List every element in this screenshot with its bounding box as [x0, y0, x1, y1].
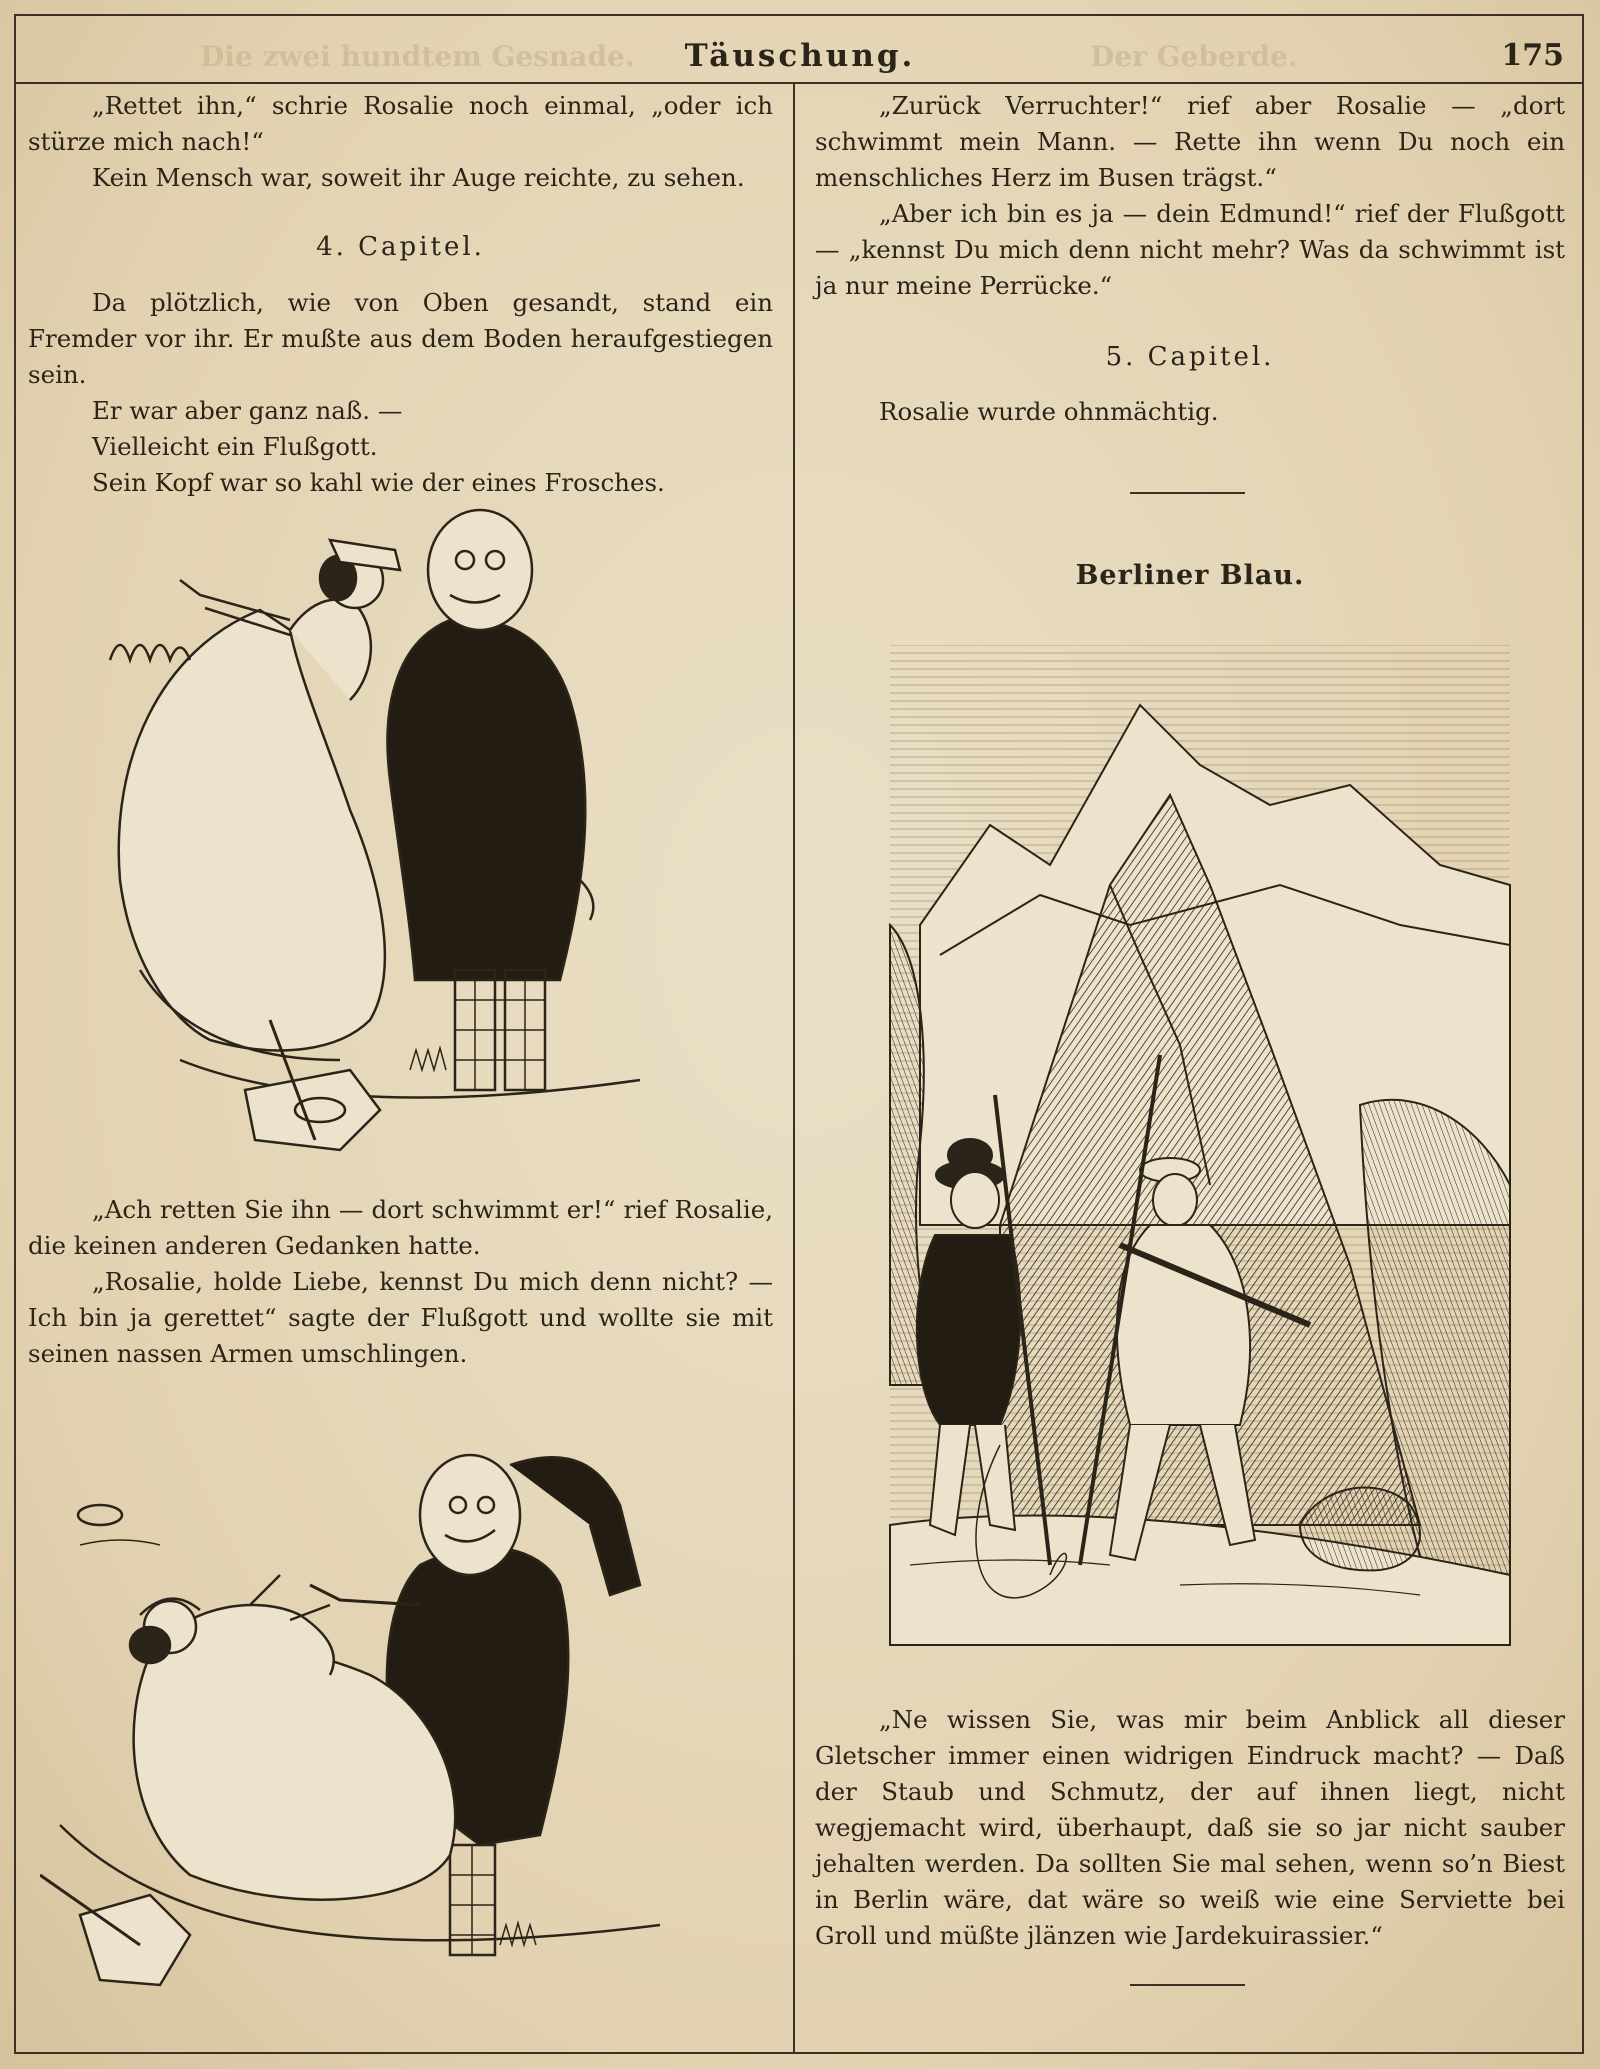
paragraph: Er war aber ganz naß. — — [92, 396, 403, 425]
paragraph: „Zurück Verruchter!“ rief aber Rosalie — „dort schwimmt mein Mann. — Rette ihn wenn Du noch ein menschliches Herz im Busen trägst.“ — [815, 91, 1565, 192]
illustration-bald-man-and-woman — [80, 500, 760, 1160]
paragraph: Kein Mensch war, soweit ihr Auge reichte, zu sehen. — [92, 163, 745, 192]
section-separator — [1130, 492, 1245, 494]
paragraph: „Rosalie, holde Liebe, kennst Du mich denn nicht? — Ich bin ja gerettet“ sagte der Flußgott und wollte sie mit seinen nassen Armen umschlingen. — [28, 1267, 773, 1368]
bleed-through-mid: Der Geberde. — [1090, 40, 1298, 73]
page-number: 175 — [1501, 38, 1564, 73]
paragraph: „Ne wissen Sie, was mir beim Anblick all dieser Gletscher immer einen widrigen Eindruck macht? — Daß der Staub und Schmutz, der auf ihnen liegt, nicht wegjemacht wird, überhaupt, daß sie so jar nicht sauber jehalten werden. Da sollten Sie mal sehen, wenn so’n Biest in Berlin wäre, dat wäre so weiß wie eine Serviette bei Groll und müßte jlänzen wie Jardekuirassier.“ — [815, 1705, 1565, 1950]
left-text-top — [28, 88, 773, 196]
left-text-chapter4 — [28, 285, 773, 501]
chapter-heading-4: 4. Capitel. — [316, 232, 485, 262]
section-separator-bottom — [1130, 1984, 1245, 1986]
bleed-through-left: Die zwei hundtem Gesnade. — [200, 40, 635, 73]
illustration-woman-fainting — [40, 1405, 760, 2025]
header-rule — [14, 82, 1584, 84]
chapter-heading-5: 5. Capitel. — [1105, 342, 1275, 372]
right-text-top — [815, 88, 1565, 304]
paragraph: Vielleicht ein Flußgott. — [92, 432, 378, 461]
column-divider — [793, 84, 795, 2052]
right-text-chapter5 — [815, 394, 1565, 430]
paragraph: „Ach retten Sie ihn — dort schwimmt er!“ rief Rosalie, die keinen anderen Gedanken hatte. — [28, 1195, 773, 1260]
illustration-alpine-hikers — [880, 625, 1520, 1665]
paragraph: Sein Kopf war so kahl wie der eines Frosches. — [92, 468, 665, 497]
paragraph: Da plötzlich, wie von Oben gesandt, stand ein Fremder vor ihr. Er mußte aus dem Boden heraufgestiegen sein. — [28, 288, 773, 389]
article-title: Berliner Blau. — [1075, 560, 1305, 591]
paragraph: „Aber ich bin es ja — dein Edmund!“ rief der Flußgott — „kennst Du mich denn nicht mehr? Was da schwimmt ist ja nur meine Perrücke.“ — [815, 199, 1565, 300]
paragraph: „Rettet ihn,“ schrie Rosalie noch einmal, „oder ich stürze mich nach!“ — [28, 91, 773, 156]
left-text-middle — [28, 1192, 773, 1372]
paragraph: Rosalie wurde ohnmächtig. — [879, 397, 1219, 426]
running-title: Täuschung. — [684, 38, 916, 74]
right-text-quote — [815, 1702, 1565, 1954]
